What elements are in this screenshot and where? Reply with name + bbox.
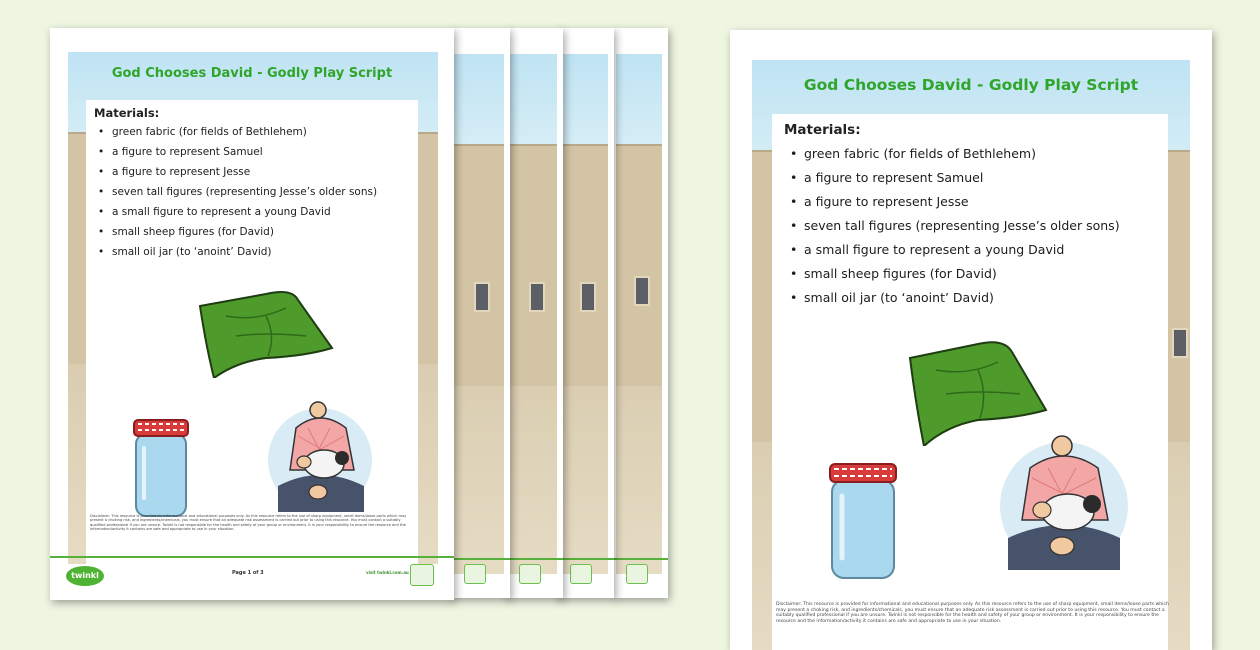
materials-card	[772, 114, 1168, 650]
twinkl-logo-icon: twinkl	[66, 566, 104, 586]
list-item: • a small figure to represent a young David	[112, 206, 412, 226]
disclaimer-text: Disclaimer: This resource is provided for informational and educational purposes only. As this resource refers to the use of sharp equipment, small items/loose parts which may present a choking risk, and ingredients/chemicals, you must ensure that an adequate risk assessment is carried out prior to using this resource. You must contact a suitably qualified professional if you are unsure. Twinkl is not responsible for the health and safety of your group or environment. It is your responsibility to ensure the resource and the information/activity it contains are safe and appropriate to use in your situation.	[776, 602, 1169, 625]
shepherd-holding-sheep-illustration	[268, 400, 372, 516]
list-item: • small sheep figures (for David)	[804, 266, 1164, 290]
list-item: • a figure to represent Samuel	[112, 146, 412, 166]
list-item: • a small figure to represent a young David	[804, 242, 1164, 266]
back-sheet-2	[505, 28, 563, 598]
materials-card	[86, 100, 418, 564]
quality-badge-icon	[410, 564, 434, 586]
list-item: • a figure to represent Jesse	[804, 194, 1164, 218]
back-sheet-1	[450, 28, 510, 598]
list-item: • small oil jar (to ‘anoint’ David)	[112, 246, 412, 266]
list-item: • small sheep figures (for David)	[112, 226, 412, 246]
green-fabric-illustration	[196, 286, 336, 378]
list-item: • green fabric (for fields of Bethlehem)	[804, 146, 1164, 170]
materials-heading: Materials:	[94, 106, 160, 120]
front-sheet-right	[730, 30, 1212, 650]
list-item: • green fabric (for fields of Bethlehem)	[112, 126, 412, 146]
list-item: • a figure to represent Samuel	[804, 170, 1164, 194]
front-sheet-left	[50, 28, 454, 600]
list-item: • a figure to represent Jesse	[112, 166, 412, 186]
materials-list	[112, 126, 412, 266]
oil-jar-illustration	[828, 462, 898, 580]
disclaimer-text: Disclaimer: This resource is provided for informational and educational purposes only. As this resource refers to the use of sharp equipment, small items/loose parts which may present a choking risk, and ingredients/chemicals, you must ensure that an adequate risk assessment is carried out prior to using this resource. You must contact a suitably qualified professional if you are unsure. Twinkl is not responsible for the health and safety of your group or environment. It is your responsibility to ensure the resource and the information/activity it contains are safe and appropriate to use in your situation.	[90, 514, 407, 532]
materials-list	[804, 146, 1164, 314]
materials-heading: Materials:	[784, 122, 861, 138]
document-title: God Chooses David - Godly Play Script	[111, 66, 393, 81]
visit-link[interactable]: visit twinkl.com.au	[366, 570, 409, 575]
oil-jar-illustration	[132, 418, 190, 518]
back-sheet-4	[612, 28, 668, 598]
list-item: • seven tall figures (representing Jesse’s older sons)	[804, 218, 1164, 242]
document-title: God Chooses David - Godly Play Script	[803, 76, 1139, 94]
shepherd-holding-sheep-illustration	[996, 434, 1132, 574]
list-item: • small oil jar (to ‘anoint’ David)	[804, 290, 1164, 314]
green-fabric-illustration	[906, 336, 1050, 446]
page-footer	[50, 556, 454, 600]
back-sheet-3	[556, 28, 614, 598]
list-item: • seven tall figures (representing Jesse’s older sons)	[112, 186, 412, 206]
page-number: Page 1 of 3	[232, 570, 264, 576]
